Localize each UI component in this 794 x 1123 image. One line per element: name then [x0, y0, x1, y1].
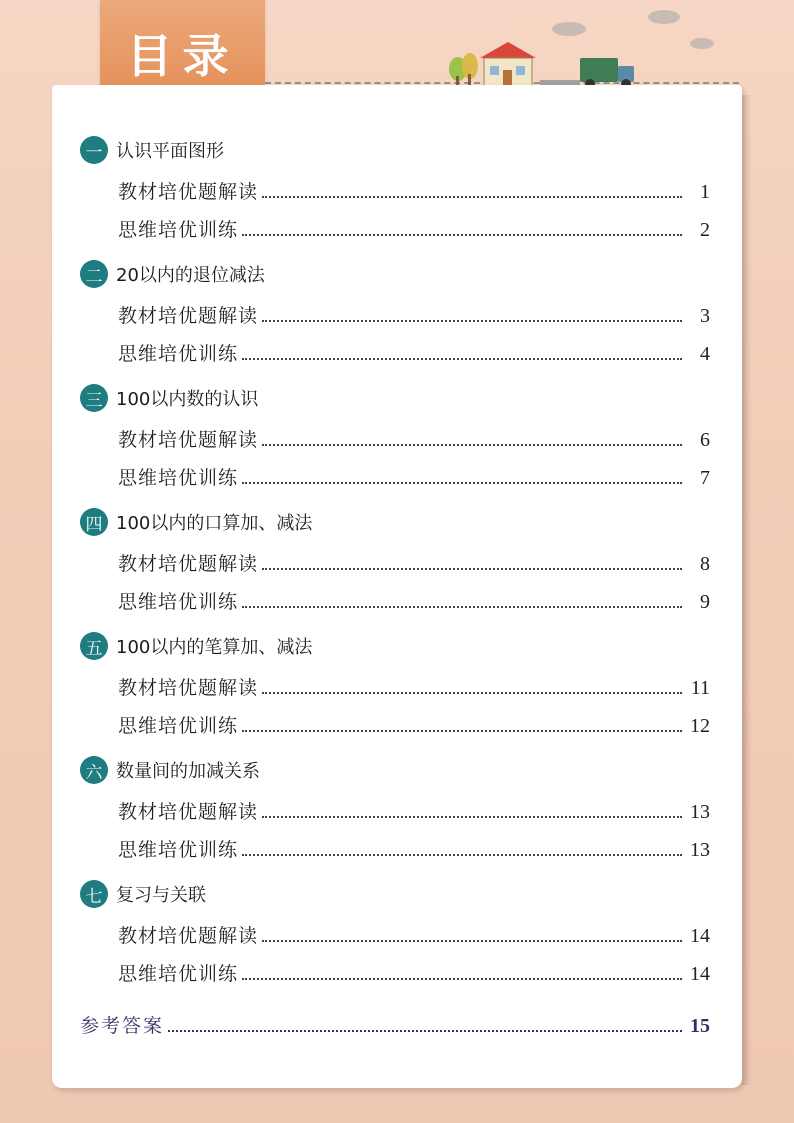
- chapter-title: 100以内的笔算加、减法: [116, 637, 313, 658]
- dot-leader: [262, 320, 682, 322]
- toc-entry[interactable]: [118, 798, 710, 824]
- toc-entry[interactable]: [118, 960, 710, 986]
- entry-label: 教材培优题解读: [118, 429, 259, 451]
- answers-page-number: 15: [690, 1015, 710, 1037]
- entry-page-number: 14: [690, 925, 710, 947]
- chapter-title: 100以内的口算加、减法: [116, 513, 313, 534]
- entry-label: 教材培优题解读: [118, 677, 259, 699]
- entry-page-number: 4: [700, 343, 710, 365]
- answers-entry[interactable]: [80, 1010, 710, 1038]
- entry-page-number: 13: [690, 839, 710, 861]
- entry-page-number: 11: [690, 677, 710, 699]
- entry-page-number: 13: [690, 801, 710, 823]
- entry-page-number: 14: [690, 963, 710, 985]
- answers-label: 参考答案: [80, 1015, 165, 1037]
- chapter-heading[interactable]: [80, 508, 312, 536]
- entry-page-number: 12: [690, 715, 710, 737]
- chapter-number-badge: 四: [80, 508, 108, 536]
- dot-leader: [242, 482, 682, 484]
- entry-page-number: 9: [700, 591, 710, 613]
- entry-page-number: 6: [700, 429, 710, 451]
- page-title: 目录: [126, 28, 239, 83]
- toc-entry[interactable]: [118, 216, 710, 242]
- entry-label: 教材培优题解读: [118, 181, 259, 203]
- chapter-title: 20以内的退位减法: [116, 265, 265, 286]
- entry-page-number: 2: [700, 219, 710, 241]
- entry-label: 教材培优题解读: [118, 925, 259, 947]
- tree-icon: [449, 53, 478, 88]
- chapter-heading[interactable]: [80, 756, 260, 784]
- dot-leader: [242, 234, 682, 236]
- chapter-number-badge: 三: [80, 384, 108, 412]
- dot-leader: [262, 568, 682, 570]
- toc-entry[interactable]: [118, 922, 710, 948]
- chapter-heading[interactable]: [80, 632, 312, 660]
- toc-entry[interactable]: [118, 588, 710, 614]
- entry-page-number: 8: [700, 553, 710, 575]
- chapter-number-badge: 一: [80, 136, 108, 164]
- entry-label: 思维培优训练: [118, 963, 239, 985]
- chapter-title: 复习与关联: [116, 885, 206, 906]
- toc-entry[interactable]: [118, 178, 710, 204]
- toc-entry[interactable]: [118, 836, 710, 862]
- chapter-number-badge: 五: [80, 632, 108, 660]
- chapter-number-badge: 二: [80, 260, 108, 288]
- dot-leader: [262, 940, 682, 942]
- entry-label: 思维培优训练: [118, 219, 239, 241]
- entry-label: 思维培优训练: [118, 591, 239, 613]
- toc-entry[interactable]: [118, 712, 710, 738]
- cloud-icon: [690, 38, 714, 49]
- dot-leader: [262, 444, 682, 446]
- dot-leader: [242, 730, 682, 732]
- entry-label: 教材培优题解读: [118, 305, 259, 327]
- chapter-heading[interactable]: [80, 260, 265, 288]
- cloud-icon: [648, 10, 680, 24]
- chapter-heading[interactable]: [80, 136, 224, 164]
- toc-entry[interactable]: [118, 550, 710, 576]
- entry-label: 思维培优训练: [118, 839, 239, 861]
- entry-label: 教材培优题解读: [118, 553, 259, 575]
- entry-label: 教材培优题解读: [118, 801, 259, 823]
- dot-leader: [242, 854, 682, 856]
- house-icon: [480, 42, 536, 86]
- cloud-icon: [552, 22, 586, 36]
- chapter-title: 100以内数的认识: [116, 389, 259, 410]
- dot-leader: [262, 196, 682, 198]
- entry-label: 思维培优训练: [118, 343, 239, 365]
- entry-page-number: 3: [700, 305, 710, 327]
- entry-page-number: 1: [700, 181, 710, 203]
- toc-entry[interactable]: [118, 302, 710, 328]
- entry-label: 思维培优训练: [118, 467, 239, 489]
- dot-leader: [262, 692, 682, 694]
- dot-leader: [168, 1030, 682, 1032]
- toc-entry[interactable]: [118, 340, 710, 366]
- dot-leader: [242, 358, 682, 360]
- toc-entry[interactable]: [118, 426, 710, 452]
- chapter-heading[interactable]: [80, 880, 206, 908]
- toc-entry[interactable]: [118, 674, 710, 700]
- page-shadow: [742, 95, 752, 1085]
- chapter-number-badge: 六: [80, 756, 108, 784]
- dot-leader: [242, 978, 682, 980]
- chapter-heading[interactable]: [80, 384, 258, 412]
- chapter-number-badge: 七: [80, 880, 108, 908]
- chapter-title: 数量间的加减关系: [116, 761, 260, 782]
- entry-label: 思维培优训练: [118, 715, 239, 737]
- entry-page-number: 7: [700, 467, 710, 489]
- dot-leader: [262, 816, 682, 818]
- toc-entry[interactable]: [118, 464, 710, 490]
- title-tab: [100, 0, 265, 97]
- chapter-title: 认识平面图形: [116, 141, 224, 162]
- dot-leader: [242, 606, 682, 608]
